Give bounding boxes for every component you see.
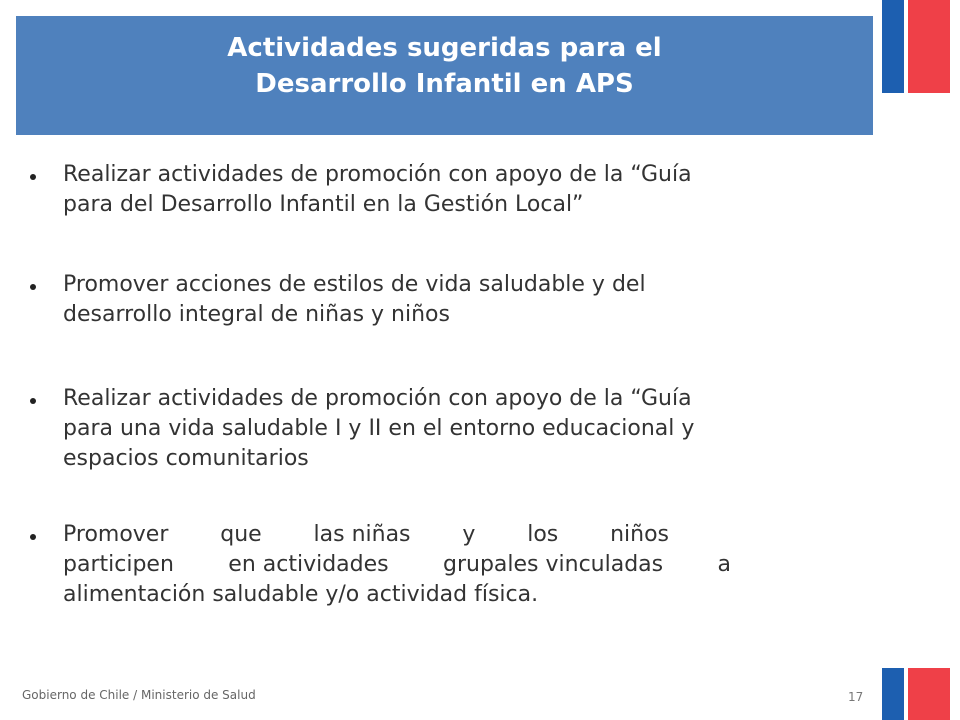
bullet-line: espacios comunitarios (63, 446, 309, 471)
flag-blue-band (882, 0, 904, 93)
bullet-line: alimentación saludable y/o actividad física. (63, 582, 539, 607)
bullet-dot (30, 174, 36, 180)
bullet-text (63, 384, 853, 474)
word: las niñas (313, 522, 411, 547)
bullet-line: Realizar actividades de promoción con apoyo de la “Guía (63, 386, 692, 411)
slide-title-line-2: Desarrollo Infantil en APS (255, 68, 634, 99)
bullet-line: para una vida saludable I y II en el entorno educacional y (63, 416, 695, 441)
page-number: 17 (848, 690, 864, 704)
bullet-dot (30, 284, 36, 290)
word: participen (63, 552, 174, 577)
bullet-text (63, 520, 853, 610)
bullet-line: para del Desarrollo Infantil en la Gestión Local” (63, 192, 584, 217)
bullet-line (63, 520, 669, 550)
slide-title-line-1: Actividades sugeridas para el (227, 32, 662, 63)
word: a (717, 552, 731, 577)
bullet-line: Promover acciones de estilos de vida saludable y del (63, 272, 646, 297)
word: niños (610, 522, 669, 547)
bullet-dot (30, 398, 36, 404)
chile-flag-stripe-top (882, 0, 950, 93)
word: Promover (63, 522, 169, 547)
bullet-line (63, 550, 731, 580)
bullet-text (63, 270, 853, 330)
footer-organization: Gobierno de Chile / Ministerio de Salud (22, 688, 256, 702)
flag-red-band (908, 668, 950, 720)
word: grupales vinculadas (443, 552, 664, 577)
flag-blue-band (882, 668, 904, 720)
flag-red-band (908, 0, 950, 93)
word: los (527, 522, 559, 547)
title-banner (16, 16, 873, 135)
bullet-dot (30, 534, 36, 540)
word: y (462, 522, 476, 547)
word: en actividades (228, 552, 389, 577)
bullet-text (63, 160, 853, 220)
bullet-line: Realizar actividades de promoción con apoyo de la “Guía (63, 162, 692, 187)
chile-flag-stripe-bottom (882, 668, 950, 720)
word: que (220, 522, 262, 547)
bullet-line: desarrollo integral de niñas y niños (63, 302, 450, 327)
